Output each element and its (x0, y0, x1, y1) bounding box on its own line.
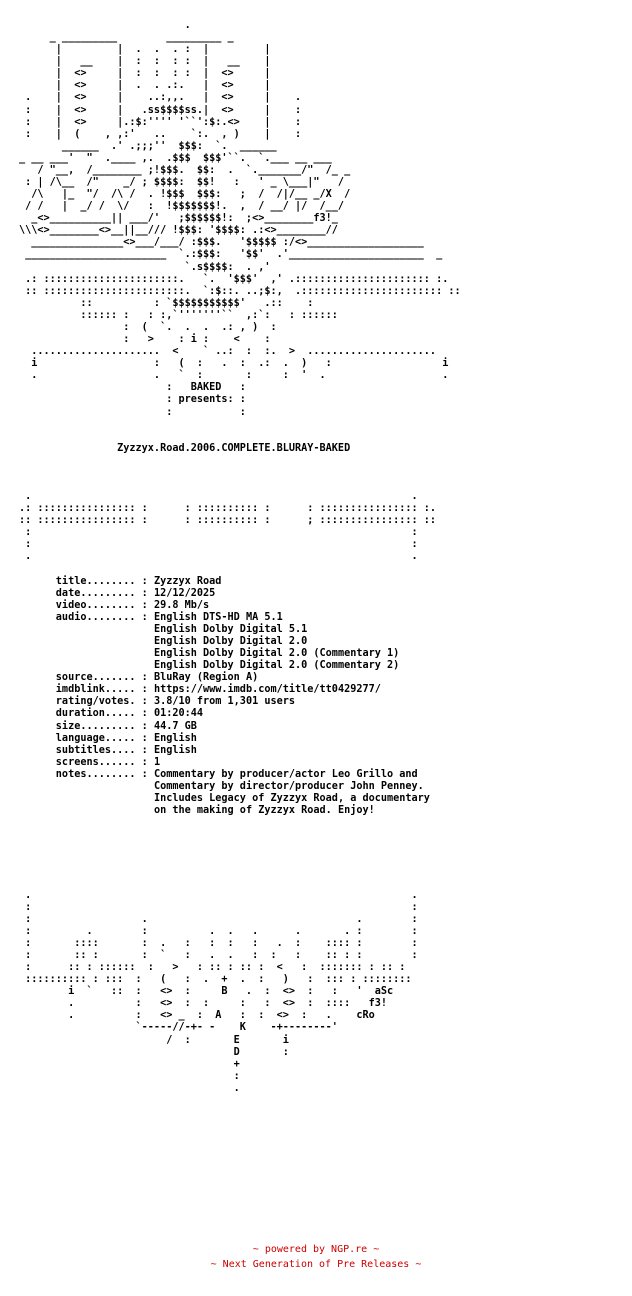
footer-powered-by: ~ powered by NGP.re ~ (252, 1244, 380, 1255)
info-key (19, 624, 154, 635)
header-art: . _ _________ _________ _ | | . . . : | | | __ | : : : : | __ | | <> | : : : : | <> | | <> | . . .:. | <> | . | <> | ..:,,. | <> | . : | <> | .ss$$$$ss.| <> | : : | <> |.:$:'''' '``':$:.<> | : : | ( , ,:' .. `:. , ) | : ______ .' .;;;'' $$$: `. ______ _ __ ___' " .____ ,. .$$$ $$$'``. `.___ __ ___ / "__, /________ ;!$$$. $$: . `._______/" /_ _ : | /\__ /" _/ ; $$$$: $$! : ' _ \___|" / /\ |_ "/ /\ / . !$$$ $$$: ; / /|/__ _/X / / / | _/ / \/ : !$$$$$$$!. , / __/ |/ /__/ _<>__________|| ___/' ;$$$$$$!: ;<>________f3!_ \\\<>________<>__||__/// !$$$: '$$$$: .:<>________// _______________<>___/___/ :$$$. '$$$$$ :/<>___________________ _______________________ `.:$$$: '$$' .'______________________ _ `.s$$$$: . ,' .: ::::::::::::::::::::::. `. '$$$' ,' .:::::::::::::::::::::: :. :: :::::::::::::::::::::::. `:$::. ..;$:, .::::::::::::::::::::::: :: :: : `$$$$$$$$$$$' .:: : :::::: : : :,`'''''''`` ,:`: : :::::: : ( `. . . .: , ) : : > : i : < : ..................... < ` ..: : :. > ..................... i : ( : . : .: . ) : i . . ` : : : ' . . : BAKED : : presents: : : : Zyzzyx.Road.2006.COMPLETE.BLURAY-BAKED (19, 20, 461, 454)
info-key: notes........ : (19, 768, 154, 780)
info-row (19, 672, 258, 683)
info-row (19, 648, 399, 659)
info-value: English DTS-HD MA 5.1 (153, 611, 283, 623)
info-key (19, 648, 154, 659)
info-key: source....... : (19, 672, 154, 684)
info-key: subtitles.... : (19, 744, 154, 756)
info-row (19, 793, 430, 804)
info-row (19, 600, 209, 611)
info-row (19, 660, 399, 671)
info-value: Includes Legacy of Zyzzyx Road, a documentary (153, 793, 430, 804)
bottom-art: . . : : : . . : : . : . . . . . : : : :::: : . : : : : . : :::: : : : :: : : ` : . . : : : :: : : : : :: : :::::: : > : :: : :: : < : ::::::: : :: : :::::::::: : ::: : ( : . + . : ) : ::: : :::::::: i ` :: : <> : B . : <> : : ' aSc . : <> : : : : <> : :::: f3! . : <> _ : A : : <> : . cRo `-----//-+- - K -+--------' / : E i D : + : . (25, 889, 418, 1094)
info-key (19, 781, 154, 792)
info-key: date......... : (19, 587, 154, 599)
info-key: imdblink..... : (19, 684, 154, 696)
info-row (19, 588, 215, 599)
info-key (19, 660, 154, 671)
info-row (19, 769, 418, 780)
info-key (19, 636, 154, 647)
info-key (19, 793, 154, 804)
info-value: 01:20:44 (153, 708, 204, 720)
info-row (19, 636, 307, 647)
info-value: 44.7 GB (153, 720, 197, 732)
info-row (19, 576, 221, 587)
footer-tagline: ~ Next Generation of Pre Releases ~ (210, 1259, 422, 1270)
divider-art: . . .: :::::::::::::::: : : :::::::::: : : :::::::::::::::: :. :: :::::::::::::::: : : :::::::::: : ; :::::::::::::::: :: : : : : . . (19, 491, 437, 563)
info-value: https://www.imdb.com/title/tt0429277/ (153, 684, 381, 696)
info-value: 1 (153, 756, 161, 768)
info-key: video........ : (19, 599, 154, 611)
nfo-text (19, 20, 461, 1095)
info-row (19, 781, 424, 792)
info-value: English (153, 744, 197, 756)
info-row (19, 805, 375, 816)
info-row (19, 757, 160, 768)
info-value: English Dolby Digital 2.0 (Commentary 2) (153, 660, 400, 672)
info-row (19, 721, 197, 732)
info-key (19, 805, 154, 816)
info-row (19, 696, 295, 707)
info-row (19, 684, 381, 695)
info-row (19, 708, 203, 719)
info-value: English Dolby Digital 2.0 (Commentary 1) (153, 648, 400, 660)
info-value: English (153, 732, 197, 744)
info-value: Commentary by director/producer John Penney. (153, 780, 424, 792)
info-key: language..... : (19, 732, 154, 744)
info-key: rating/votes. : (19, 696, 154, 708)
info-value: 3.8/10 from 1,301 users (153, 696, 296, 708)
info-key: title........ : (19, 575, 154, 587)
info-value: English Dolby Digital 5.1 (153, 623, 308, 635)
info-key: duration..... : (19, 708, 154, 720)
info-value: English Dolby Digital 2.0 (153, 635, 308, 647)
info-row (19, 745, 197, 756)
info-row (19, 733, 197, 744)
info-key: size......... : (19, 720, 154, 732)
info-key: screens...... : (19, 756, 154, 768)
info-value: on the making of Zyzzyx Road. Enjoy! (153, 805, 375, 817)
info-value: 29.8 Mb/s (153, 599, 210, 611)
info-value: 12/12/2025 (153, 587, 216, 599)
info-row (19, 624, 307, 635)
info-key: audio........ : (19, 611, 154, 623)
info-value: Commentary by producer/actor Leo Grillo and (153, 768, 418, 780)
info-value: BluRay (Region A) (153, 672, 259, 684)
info-row (19, 612, 283, 623)
info-value: Zyzzyx Road (153, 575, 222, 587)
